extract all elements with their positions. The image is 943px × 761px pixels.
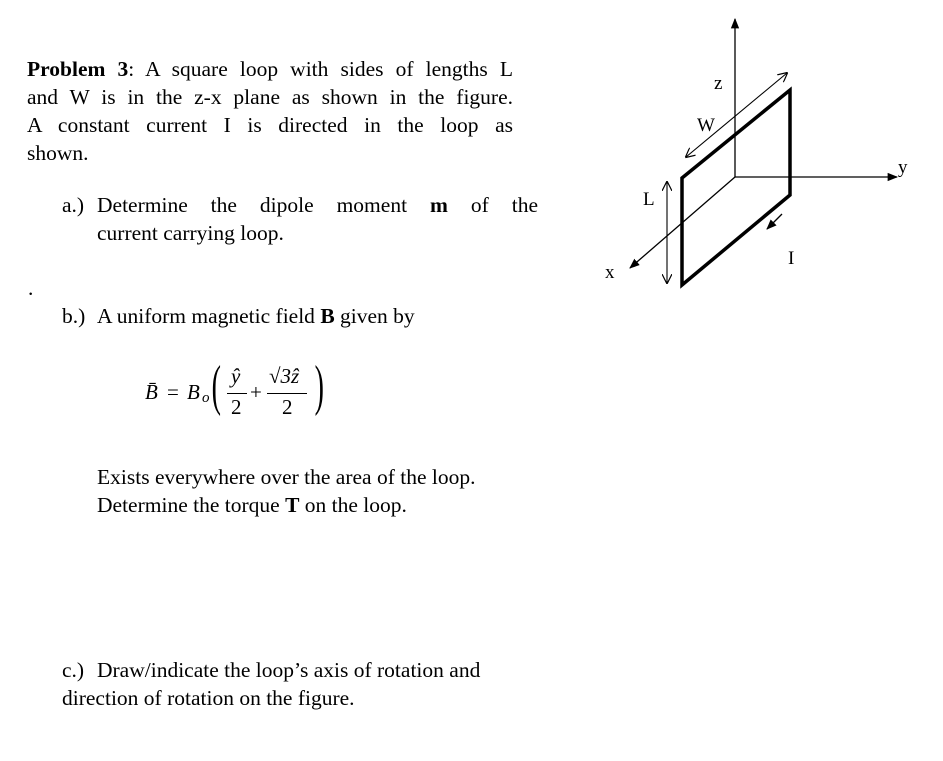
- l-label: L: [643, 189, 655, 210]
- stray-mark: .: [28, 276, 34, 300]
- magnetic-field-equation: B̄ = B o ( ŷ 2 + √3ẑ 2 ): [145, 355, 324, 419]
- problem-label: Problem 3: [27, 57, 129, 81]
- z-label: z: [714, 73, 723, 94]
- w-label: W: [697, 115, 715, 136]
- x-label: x: [605, 262, 615, 283]
- y-label: y: [898, 157, 908, 178]
- current-label: I: [788, 248, 795, 269]
- current-direction-arrow: [767, 214, 782, 229]
